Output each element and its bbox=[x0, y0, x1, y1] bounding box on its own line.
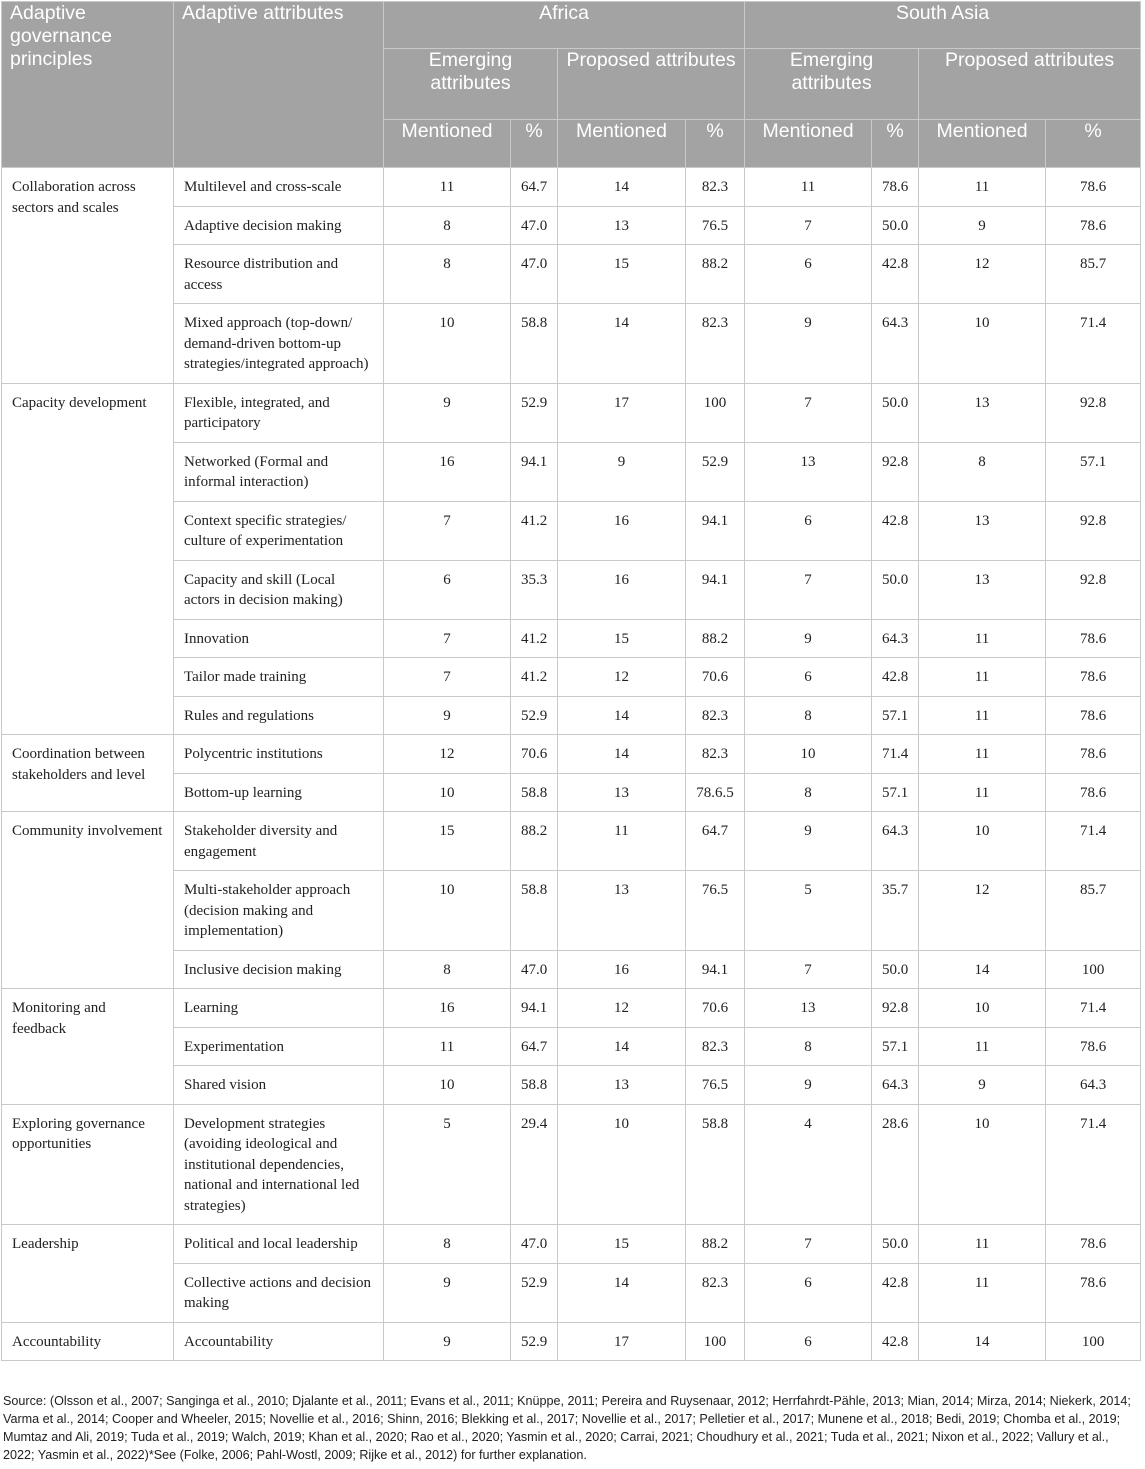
principle-cell: Accountability bbox=[2, 1322, 174, 1361]
percent-cell: 52.9 bbox=[511, 1263, 558, 1322]
mentioned-cell: 8 bbox=[745, 696, 872, 735]
percent-cell: 78.6 bbox=[1046, 658, 1141, 697]
attribute-cell: Networked (Formal and informal interaction) bbox=[174, 442, 384, 501]
header-percent: % bbox=[511, 120, 558, 168]
percent-cell: 57.1 bbox=[872, 773, 919, 812]
mentioned-cell: 10 bbox=[384, 871, 511, 951]
mentioned-cell: 13 bbox=[558, 206, 686, 245]
percent-cell: 82.3 bbox=[686, 304, 745, 384]
percent-cell: 52.9 bbox=[511, 696, 558, 735]
attribute-cell: Stakeholder diversity and engagement bbox=[174, 812, 384, 871]
percent-cell: 28.6 bbox=[872, 1104, 919, 1225]
header-percent: % bbox=[1046, 120, 1141, 168]
percent-cell: 71.4 bbox=[1046, 989, 1141, 1028]
mentioned-cell: 12 bbox=[558, 989, 686, 1028]
percent-cell: 58.8 bbox=[511, 871, 558, 951]
percent-cell: 94.1 bbox=[511, 442, 558, 501]
mentioned-cell: 7 bbox=[745, 206, 872, 245]
attribute-cell: Accountability bbox=[174, 1322, 384, 1361]
percent-cell: 82.3 bbox=[686, 168, 745, 207]
mentioned-cell: 17 bbox=[558, 383, 686, 442]
mentioned-cell: 14 bbox=[558, 696, 686, 735]
header-mentioned: Mentioned bbox=[384, 120, 511, 168]
mentioned-cell: 8 bbox=[384, 245, 511, 304]
attribute-cell: Learning bbox=[174, 989, 384, 1028]
percent-cell: 70.6 bbox=[686, 989, 745, 1028]
mentioned-cell: 9 bbox=[384, 383, 511, 442]
attribute-cell: Resource distribution and access bbox=[174, 245, 384, 304]
percent-cell: 47.0 bbox=[511, 206, 558, 245]
source-note: Source: (Olsson et al., 2007; Sanginga et al., 2010; Djalante et al., 2011; Evans et al., 2011; Knüppe, 2011; Pereira and Ruysenaar, 2012; Herrfahrdt-Pähle, 2013; Mian, 2014; Mirza, 2014; Niekerk, 2014; Varma et al., 2014; Cooper and Wheeler, 2015; Novellie et al., 2016; Shinn, 2016; Blekking et al., 2017; Novellie et al., 2017; Pelletier et al., 2017; Munene et al., 2018; Bedi, 2019; Chomba et al., 2019; Mumtaz and Ali, 2019; Tuda et al., 2019; Walch, 2019; Khan et al., 2020; Rao et al., 2020; Yasmin et al., 2020; Carrai, 2021; Choudhury et al., 2021; Tuda et al., 2021; Nixon et al., 2022; Vallury et al., 2022; Yasmin et al., 2022)*See (Folke, 2006; Pahl-Wostl, 2009; Rijke et al., 2012) for further explanation. bbox=[3, 1394, 1131, 1462]
mentioned-cell: 13 bbox=[745, 442, 872, 501]
mentioned-cell: 10 bbox=[384, 1066, 511, 1105]
header-mentioned: Mentioned bbox=[558, 120, 686, 168]
mentioned-cell: 4 bbox=[745, 1104, 872, 1225]
header-africa-emerging: Emerging attributes bbox=[384, 49, 558, 120]
percent-cell: 47.0 bbox=[511, 950, 558, 989]
percent-cell: 78.6 bbox=[1046, 1263, 1141, 1322]
percent-cell: 94.1 bbox=[511, 989, 558, 1028]
mentioned-cell: 11 bbox=[558, 812, 686, 871]
mentioned-cell: 12 bbox=[558, 658, 686, 697]
mentioned-cell: 16 bbox=[384, 442, 511, 501]
percent-cell: 64.7 bbox=[511, 168, 558, 207]
mentioned-cell: 6 bbox=[745, 501, 872, 560]
percent-cell: 64.3 bbox=[1046, 1066, 1141, 1105]
table-row bbox=[2, 383, 1141, 442]
attribute-cell: Experimentation bbox=[174, 1027, 384, 1066]
mentioned-cell: 12 bbox=[384, 735, 511, 774]
percent-cell: 85.7 bbox=[1046, 245, 1141, 304]
percent-cell: 57.1 bbox=[872, 696, 919, 735]
table-row bbox=[2, 735, 1141, 774]
percent-cell: 58.8 bbox=[511, 304, 558, 384]
mentioned-cell: 7 bbox=[384, 619, 511, 658]
header-africa-proposed: Proposed attributes bbox=[558, 49, 745, 120]
percent-cell: 50.0 bbox=[872, 1225, 919, 1264]
percent-cell: 76.5 bbox=[686, 206, 745, 245]
table-row bbox=[2, 1104, 1141, 1225]
mentioned-cell: 9 bbox=[384, 1263, 511, 1322]
attribute-cell: Collective actions and decision making bbox=[174, 1263, 384, 1322]
percent-cell: 70.6 bbox=[686, 658, 745, 697]
mentioned-cell: 5 bbox=[384, 1104, 511, 1225]
mentioned-cell: 9 bbox=[745, 619, 872, 658]
percent-cell: 78.6 bbox=[1046, 696, 1141, 735]
table-row bbox=[2, 1225, 1141, 1264]
mentioned-cell: 9 bbox=[745, 812, 872, 871]
mentioned-cell: 12 bbox=[919, 871, 1046, 951]
percent-cell: 50.0 bbox=[872, 206, 919, 245]
attribute-cell: Polycentric institutions bbox=[174, 735, 384, 774]
percent-cell: 92.8 bbox=[1046, 560, 1141, 619]
attribute-cell: Innovation bbox=[174, 619, 384, 658]
principle-cell: Coordination between stakeholders and level bbox=[2, 735, 174, 812]
mentioned-cell: 14 bbox=[558, 304, 686, 384]
mentioned-cell: 13 bbox=[919, 501, 1046, 560]
attribute-cell: Development strategies (avoiding ideological and institutional dependencies, national and international led strategies) bbox=[174, 1104, 384, 1225]
attribute-cell: Flexible, integrated, and participatory bbox=[174, 383, 384, 442]
mentioned-cell: 11 bbox=[919, 696, 1046, 735]
percent-cell: 78.6 bbox=[1046, 1225, 1141, 1264]
mentioned-cell: 9 bbox=[919, 1066, 1046, 1105]
mentioned-cell: 6 bbox=[745, 658, 872, 697]
percent-cell: 52.9 bbox=[511, 383, 558, 442]
header-region-africa: Africa bbox=[384, 2, 745, 49]
mentioned-cell: 11 bbox=[919, 1225, 1046, 1264]
percent-cell: 35.3 bbox=[511, 560, 558, 619]
percent-cell: 88.2 bbox=[511, 812, 558, 871]
attribute-cell: Political and local leadership bbox=[174, 1225, 384, 1264]
mentioned-cell: 8 bbox=[384, 1225, 511, 1264]
table-row bbox=[2, 989, 1141, 1028]
table-row bbox=[2, 168, 1141, 207]
mentioned-cell: 13 bbox=[558, 1066, 686, 1105]
percent-cell: 78.6 bbox=[1046, 619, 1141, 658]
percent-cell: 64.3 bbox=[872, 619, 919, 658]
header-principle: Adaptive governance principles bbox=[2, 2, 174, 168]
principle-cell: Community involvement bbox=[2, 812, 174, 989]
percent-cell: 57.1 bbox=[1046, 442, 1141, 501]
principle-cell: Monitoring and feedback bbox=[2, 989, 174, 1105]
mentioned-cell: 9 bbox=[558, 442, 686, 501]
attribute-cell: Multilevel and cross-scale bbox=[174, 168, 384, 207]
mentioned-cell: 11 bbox=[919, 735, 1046, 774]
mentioned-cell: 7 bbox=[384, 658, 511, 697]
percent-cell: 82.3 bbox=[686, 735, 745, 774]
percent-cell: 64.7 bbox=[686, 812, 745, 871]
percent-cell: 88.2 bbox=[686, 1225, 745, 1264]
mentioned-cell: 10 bbox=[919, 812, 1046, 871]
percent-cell: 70.6 bbox=[511, 735, 558, 774]
principle-cell: Capacity development bbox=[2, 383, 174, 735]
mentioned-cell: 12 bbox=[919, 245, 1046, 304]
mentioned-cell: 6 bbox=[745, 1263, 872, 1322]
mentioned-cell: 13 bbox=[558, 871, 686, 951]
table-header bbox=[2, 2, 1141, 168]
mentioned-cell: 11 bbox=[384, 1027, 511, 1066]
mentioned-cell: 7 bbox=[384, 501, 511, 560]
header-region-south-asia: South Asia bbox=[745, 2, 1141, 49]
mentioned-cell: 7 bbox=[745, 560, 872, 619]
mentioned-cell: 9 bbox=[919, 206, 1046, 245]
mentioned-cell: 10 bbox=[919, 304, 1046, 384]
attribute-cell: Inclusive decision making bbox=[174, 950, 384, 989]
mentioned-cell: 15 bbox=[558, 619, 686, 658]
header-southasia-proposed: Proposed attributes bbox=[919, 49, 1141, 120]
percent-cell: 100 bbox=[1046, 1322, 1141, 1361]
percent-cell: 94.1 bbox=[686, 560, 745, 619]
header-attributes: Adaptive attributes bbox=[174, 2, 384, 168]
mentioned-cell: 6 bbox=[384, 560, 511, 619]
percent-cell: 94.1 bbox=[686, 501, 745, 560]
percent-cell: 76.5 bbox=[686, 871, 745, 951]
header-mentioned: Mentioned bbox=[745, 120, 872, 168]
mentioned-cell: 16 bbox=[558, 560, 686, 619]
percent-cell: 42.8 bbox=[872, 658, 919, 697]
percent-cell: 82.3 bbox=[686, 696, 745, 735]
percent-cell: 42.8 bbox=[872, 245, 919, 304]
percent-cell: 100 bbox=[686, 383, 745, 442]
header-percent: % bbox=[686, 120, 745, 168]
percent-cell: 71.4 bbox=[1046, 1104, 1141, 1225]
header-percent: % bbox=[872, 120, 919, 168]
attribute-cell: Multi-stakeholder approach (decision making and implementation) bbox=[174, 871, 384, 951]
percent-cell: 88.2 bbox=[686, 619, 745, 658]
percent-cell: 78.6 bbox=[1046, 206, 1141, 245]
mentioned-cell: 16 bbox=[558, 950, 686, 989]
percent-cell: 50.0 bbox=[872, 383, 919, 442]
percent-cell: 42.8 bbox=[872, 501, 919, 560]
mentioned-cell: 9 bbox=[745, 304, 872, 384]
table-row bbox=[2, 812, 1141, 871]
mentioned-cell: 10 bbox=[745, 735, 872, 774]
mentioned-cell: 7 bbox=[745, 383, 872, 442]
mentioned-cell: 9 bbox=[745, 1066, 872, 1105]
mentioned-cell: 11 bbox=[919, 1263, 1046, 1322]
mentioned-cell: 14 bbox=[558, 1027, 686, 1066]
mentioned-cell: 8 bbox=[384, 950, 511, 989]
percent-cell: 100 bbox=[686, 1322, 745, 1361]
mentioned-cell: 11 bbox=[919, 773, 1046, 812]
mentioned-cell: 10 bbox=[919, 989, 1046, 1028]
attribute-cell: Bottom-up learning bbox=[174, 773, 384, 812]
percent-cell: 78.6.5 bbox=[686, 773, 745, 812]
table-row bbox=[2, 1322, 1141, 1361]
mentioned-cell: 7 bbox=[745, 1225, 872, 1264]
percent-cell: 78.6 bbox=[1046, 735, 1141, 774]
mentioned-cell: 8 bbox=[745, 1027, 872, 1066]
percent-cell: 35.7 bbox=[872, 871, 919, 951]
header-mentioned: Mentioned bbox=[919, 120, 1046, 168]
mentioned-cell: 11 bbox=[919, 619, 1046, 658]
percent-cell: 71.4 bbox=[1046, 304, 1141, 384]
mentioned-cell: 8 bbox=[384, 206, 511, 245]
governance-table bbox=[1, 1, 1141, 1361]
percent-cell: 92.8 bbox=[1046, 501, 1141, 560]
principle-cell: Collaboration across sectors and scales bbox=[2, 168, 174, 384]
header-southasia-emerging: Emerging attributes bbox=[745, 49, 919, 120]
percent-cell: 82.3 bbox=[686, 1263, 745, 1322]
mentioned-cell: 10 bbox=[558, 1104, 686, 1225]
percent-cell: 100 bbox=[1046, 950, 1141, 989]
percent-cell: 78.6 bbox=[1046, 168, 1141, 207]
percent-cell: 64.3 bbox=[872, 812, 919, 871]
mentioned-cell: 15 bbox=[384, 812, 511, 871]
percent-cell: 76.5 bbox=[686, 1066, 745, 1105]
mentioned-cell: 9 bbox=[384, 696, 511, 735]
mentioned-cell: 13 bbox=[919, 560, 1046, 619]
mentioned-cell: 16 bbox=[384, 989, 511, 1028]
principle-cell: Exploring governance opportunities bbox=[2, 1104, 174, 1225]
percent-cell: 92.8 bbox=[1046, 383, 1141, 442]
mentioned-cell: 15 bbox=[558, 245, 686, 304]
mentioned-cell: 11 bbox=[919, 658, 1046, 697]
percent-cell: 58.8 bbox=[686, 1104, 745, 1225]
percent-cell: 58.8 bbox=[511, 773, 558, 812]
mentioned-cell: 13 bbox=[558, 773, 686, 812]
percent-cell: 42.8 bbox=[872, 1263, 919, 1322]
mentioned-cell: 10 bbox=[384, 304, 511, 384]
mentioned-cell: 14 bbox=[558, 1263, 686, 1322]
mentioned-cell: 10 bbox=[919, 1104, 1046, 1225]
percent-cell: 78.6 bbox=[872, 168, 919, 207]
percent-cell: 71.4 bbox=[1046, 812, 1141, 871]
mentioned-cell: 8 bbox=[745, 773, 872, 812]
percent-cell: 41.2 bbox=[511, 619, 558, 658]
mentioned-cell: 10 bbox=[384, 773, 511, 812]
mentioned-cell: 14 bbox=[919, 1322, 1046, 1361]
mentioned-cell: 6 bbox=[745, 1322, 872, 1361]
percent-cell: 42.8 bbox=[872, 1322, 919, 1361]
percent-cell: 57.1 bbox=[872, 1027, 919, 1066]
percent-cell: 92.8 bbox=[872, 442, 919, 501]
percent-cell: 50.0 bbox=[872, 950, 919, 989]
mentioned-cell: 11 bbox=[384, 168, 511, 207]
mentioned-cell: 11 bbox=[919, 168, 1046, 207]
percent-cell: 64.7 bbox=[511, 1027, 558, 1066]
percent-cell: 52.9 bbox=[511, 1322, 558, 1361]
attribute-cell: Mixed approach (top-down/ demand-driven bottom-up strategies/integrated approach) bbox=[174, 304, 384, 384]
percent-cell: 78.6 bbox=[1046, 1027, 1141, 1066]
table-body bbox=[2, 168, 1141, 1361]
mentioned-cell: 15 bbox=[558, 1225, 686, 1264]
mentioned-cell: 6 bbox=[745, 245, 872, 304]
mentioned-cell: 11 bbox=[919, 1027, 1046, 1066]
percent-cell: 82.3 bbox=[686, 1027, 745, 1066]
attribute-cell: Adaptive decision making bbox=[174, 206, 384, 245]
mentioned-cell: 7 bbox=[745, 950, 872, 989]
mentioned-cell: 16 bbox=[558, 501, 686, 560]
attribute-cell: Shared vision bbox=[174, 1066, 384, 1105]
percent-cell: 41.2 bbox=[511, 501, 558, 560]
percent-cell: 52.9 bbox=[686, 442, 745, 501]
percent-cell: 47.0 bbox=[511, 1225, 558, 1264]
mentioned-cell: 8 bbox=[919, 442, 1046, 501]
percent-cell: 71.4 bbox=[872, 735, 919, 774]
percent-cell: 64.3 bbox=[872, 1066, 919, 1105]
mentioned-cell: 13 bbox=[919, 383, 1046, 442]
attribute-cell: Rules and regulations bbox=[174, 696, 384, 735]
principle-cell: Leadership bbox=[2, 1225, 174, 1323]
attribute-cell: Capacity and skill (Local actors in decision making) bbox=[174, 560, 384, 619]
percent-cell: 78.6 bbox=[1046, 773, 1141, 812]
mentioned-cell: 14 bbox=[558, 735, 686, 774]
mentioned-cell: 5 bbox=[745, 871, 872, 951]
percent-cell: 92.8 bbox=[872, 989, 919, 1028]
mentioned-cell: 17 bbox=[558, 1322, 686, 1361]
percent-cell: 47.0 bbox=[511, 245, 558, 304]
percent-cell: 41.2 bbox=[511, 658, 558, 697]
attribute-cell: Tailor made training bbox=[174, 658, 384, 697]
mentioned-cell: 9 bbox=[384, 1322, 511, 1361]
attribute-cell: Context specific strategies/ culture of experimentation bbox=[174, 501, 384, 560]
mentioned-cell: 14 bbox=[558, 168, 686, 207]
percent-cell: 29.4 bbox=[511, 1104, 558, 1225]
mentioned-cell: 11 bbox=[745, 168, 872, 207]
percent-cell: 88.2 bbox=[686, 245, 745, 304]
percent-cell: 64.3 bbox=[872, 304, 919, 384]
percent-cell: 50.0 bbox=[872, 560, 919, 619]
percent-cell: 58.8 bbox=[511, 1066, 558, 1105]
percent-cell: 85.7 bbox=[1046, 871, 1141, 951]
percent-cell: 94.1 bbox=[686, 950, 745, 989]
mentioned-cell: 13 bbox=[745, 989, 872, 1028]
mentioned-cell: 14 bbox=[919, 950, 1046, 989]
